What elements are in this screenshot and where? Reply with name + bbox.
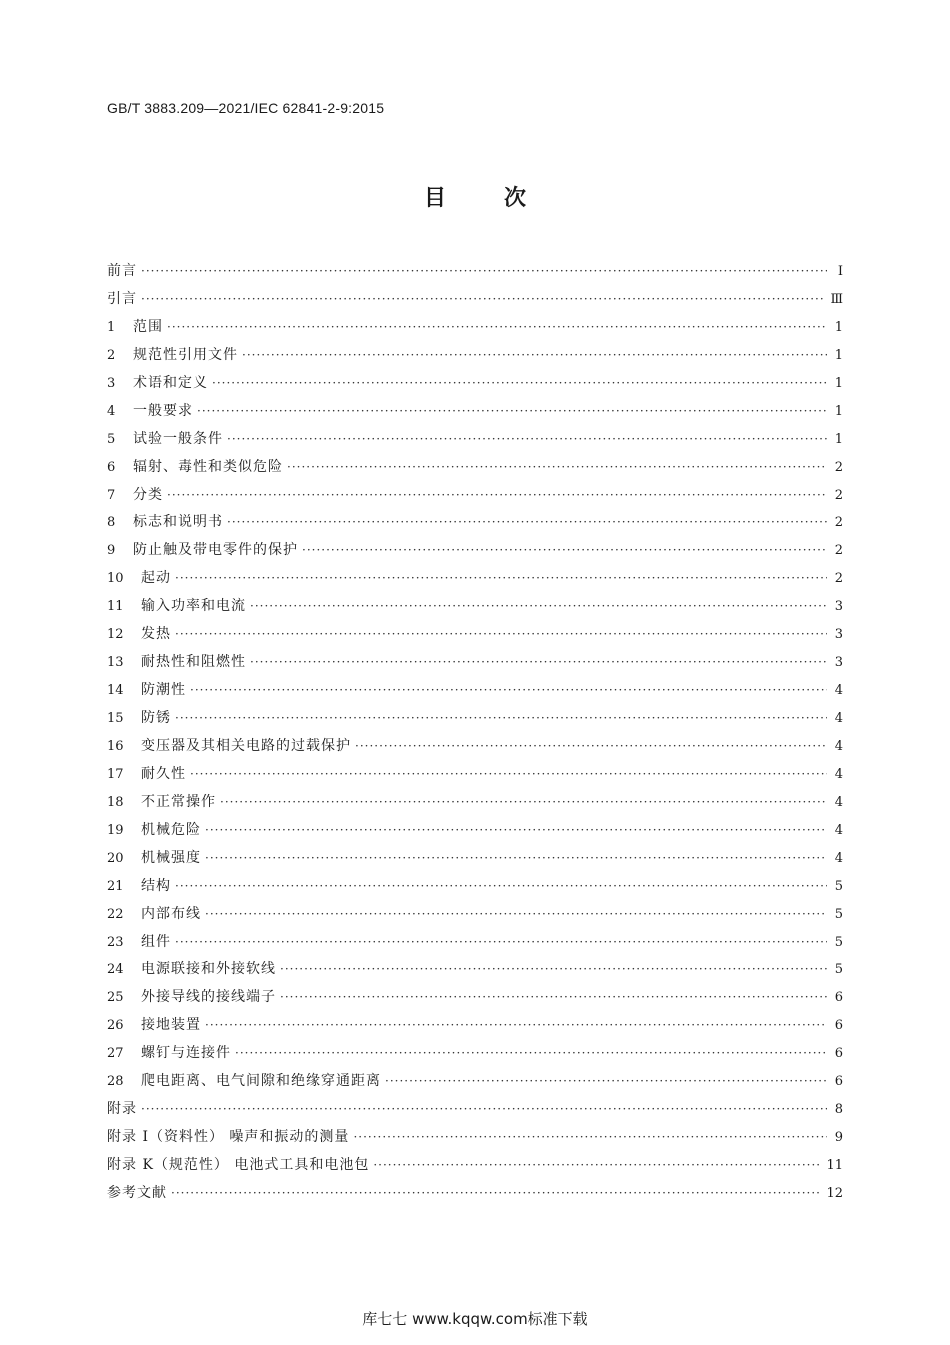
- toc-entry-page: 4: [834, 794, 843, 810]
- toc-entry-label: 螺钉与连接件: [141, 1045, 231, 1062]
- toc-leader-dots: [175, 929, 827, 957]
- toc-entry-label: 不正常操作: [141, 793, 216, 810]
- toc-entry-page: 6: [834, 1074, 843, 1090]
- toc-entry-label: 耐热性和阻燃性: [141, 654, 246, 671]
- toc-leader-dots: [141, 1096, 827, 1124]
- toc-leader-dots: [175, 565, 827, 593]
- toc-entry[interactable]: [107, 593, 843, 621]
- toc-entry-page: 1: [834, 347, 843, 363]
- toc-entry-number: 24: [107, 962, 124, 978]
- toc-entry[interactable]: [107, 426, 843, 454]
- toc-entry[interactable]: [107, 370, 843, 398]
- toc-entry[interactable]: [107, 509, 843, 537]
- toc-entry[interactable]: [107, 537, 843, 565]
- title-part-2: 次: [504, 186, 527, 211]
- toc-leader-dots: [250, 593, 827, 621]
- toc-leader-dots: [227, 509, 827, 537]
- toc-entry-page: 4: [834, 683, 843, 699]
- toc-entry-page: 4: [834, 766, 843, 782]
- toc-entry-label: 耐久性: [141, 765, 186, 782]
- toc-entry[interactable]: [107, 929, 843, 957]
- toc-entry[interactable]: [107, 649, 843, 677]
- toc-entry-number: 7: [107, 487, 116, 503]
- toc-entry[interactable]: [107, 258, 843, 286]
- toc-entry[interactable]: [107, 1152, 843, 1180]
- toc-entry-number: 22: [107, 906, 124, 922]
- toc-leader-dots: [175, 621, 827, 649]
- toc-entry[interactable]: [107, 1124, 843, 1152]
- toc-entry[interactable]: [107, 789, 843, 817]
- toc-entry-number: 9: [107, 543, 116, 559]
- toc-entry-page: 1: [834, 403, 843, 419]
- toc-entry[interactable]: [107, 398, 843, 426]
- toc-entry-page: 1: [834, 319, 843, 335]
- toc-entry-number: 23: [107, 934, 124, 950]
- toc-entry-label: 分类: [133, 486, 163, 503]
- toc-entry-page: 3: [834, 655, 843, 671]
- toc-entry-page: 2: [834, 459, 843, 475]
- toc-entry-page: 4: [834, 850, 843, 866]
- toc-entry-page: 4: [834, 822, 843, 838]
- toc-leader-dots: [373, 1152, 820, 1180]
- toc-entry-label: 附录 K（规范性） 电池式工具和电池包: [107, 1157, 370, 1173]
- toc-entry-number: 1: [107, 319, 116, 335]
- toc-entry-label: 试验一般条件: [133, 430, 223, 447]
- toc-leader-dots: [205, 817, 827, 845]
- toc-entry[interactable]: [107, 956, 843, 984]
- toc-entry[interactable]: [107, 817, 843, 845]
- toc-entry-page: 1: [834, 431, 843, 447]
- toc-leader-dots: [205, 845, 827, 873]
- toc-leader-dots: [227, 426, 827, 454]
- toc-leader-dots: [205, 901, 827, 929]
- toc-entry[interactable]: [107, 286, 843, 314]
- toc-entry-number: 18: [107, 794, 124, 810]
- toc-entry[interactable]: [107, 845, 843, 873]
- toc-entry-label: 机械强度: [141, 849, 201, 866]
- toc-leader-dots: [190, 677, 827, 705]
- toc-leader-dots: [167, 482, 827, 510]
- toc-entry-label: 电源联接和外接软线: [141, 961, 276, 978]
- toc-entry-number: 16: [107, 738, 124, 754]
- toc-entry-page: Ⅲ: [830, 291, 843, 307]
- toc-entry-label: 组件: [141, 933, 171, 950]
- toc-entry-page: 5: [834, 962, 843, 978]
- toc-entry[interactable]: [107, 1096, 843, 1124]
- toc-entry-number: 28: [107, 1074, 124, 1090]
- toc-leader-dots: [242, 342, 827, 370]
- toc-entry-label: 变压器及其相关电路的过载保护: [141, 737, 351, 754]
- toc-entry-page: 2: [834, 543, 843, 559]
- toc-leader-dots: [175, 705, 827, 733]
- toc-entry-label: 引言: [107, 290, 137, 307]
- toc-leader-dots: [280, 956, 827, 984]
- toc-entry-number: 20: [107, 850, 124, 866]
- toc-leader-dots: [250, 649, 827, 677]
- toc-leader-dots: [220, 789, 827, 817]
- toc-entry-page: 5: [834, 934, 843, 950]
- toc-entry[interactable]: [107, 1040, 843, 1068]
- toc-leader-dots: [353, 1124, 827, 1152]
- toc-entry-label: 术语和定义: [133, 374, 208, 391]
- toc-leader-dots: [280, 984, 827, 1012]
- toc-entry-page: Ⅰ: [837, 264, 843, 279]
- toc-entry-label: 标志和说明书: [133, 514, 223, 531]
- toc-entry-page: 8: [834, 1102, 843, 1118]
- toc-entry-page: 4: [834, 738, 843, 754]
- toc-entry-label: 结构: [141, 877, 171, 894]
- toc-entry-label: 防止触及带电零件的保护: [133, 542, 298, 559]
- toc-entry[interactable]: [107, 621, 843, 649]
- toc-entry-number: 13: [107, 655, 124, 671]
- toc-entry-page: 11: [826, 1158, 843, 1173]
- toc-entry-number: 12: [107, 627, 124, 643]
- toc-entry-number: 11: [107, 599, 124, 615]
- toc-entry-page: 2: [834, 571, 843, 587]
- toc-entry[interactable]: [107, 1012, 843, 1040]
- toc-entry[interactable]: [107, 733, 843, 761]
- toc-entry-page: 5: [834, 878, 843, 894]
- toc-entry-number: 17: [107, 766, 124, 782]
- toc-leader-dots: [197, 398, 827, 426]
- toc-entry-number: 10: [107, 571, 124, 587]
- footer-watermark: 库七七 www.kqqw.com标准下载: [362, 1310, 588, 1328]
- toc-entry-number: 21: [107, 878, 124, 894]
- toc-leader-dots: [212, 370, 827, 398]
- toc-entry[interactable]: [107, 677, 843, 705]
- toc-entry-number: 14: [107, 683, 124, 699]
- toc-entry[interactable]: [107, 984, 843, 1012]
- toc-entry-number: 26: [107, 1018, 124, 1034]
- toc-entry-number: 4: [107, 403, 116, 419]
- toc-entry[interactable]: [107, 873, 843, 901]
- toc-entry[interactable]: [107, 1068, 843, 1096]
- toc-entry-number: 15: [107, 711, 124, 726]
- toc-entry-number: 19: [107, 822, 124, 838]
- toc-entry-label: 外接导线的接线端子: [141, 989, 276, 1006]
- toc-entry-page: 2: [834, 487, 843, 503]
- toc-leader-dots: [190, 761, 827, 789]
- toc-leader-dots: [287, 454, 827, 482]
- toc-entry-label: 一般要求: [133, 402, 193, 419]
- toc-entry-page: 3: [834, 599, 843, 615]
- toc-entry[interactable]: [107, 342, 843, 370]
- toc-entry-page: 6: [834, 1046, 843, 1062]
- toc-entry-page: 1: [834, 375, 843, 391]
- toc-entry-number: 6: [107, 459, 116, 475]
- toc-entry-label: 范围: [133, 318, 163, 335]
- table-of-contents: [107, 258, 843, 1208]
- toc-entry-number: 5: [107, 431, 116, 447]
- toc-entry-label: 机械危险: [141, 821, 201, 838]
- toc-entry-label: 接地装置: [141, 1017, 201, 1034]
- toc-entry-number: 8: [107, 515, 116, 531]
- toc-entry-label: 输入功率和电流: [141, 598, 246, 615]
- toc-entry-label: 爬电距离、电气间隙和绝缘穿通距离: [141, 1073, 381, 1090]
- page-title: [0, 181, 950, 212]
- toc-entry-page: 6: [834, 990, 843, 1006]
- toc-leader-dots: [355, 733, 827, 761]
- toc-entry-label: 前言: [107, 263, 137, 279]
- toc-entry-number: 2: [107, 347, 116, 363]
- toc-entry-page: 9: [834, 1130, 843, 1146]
- toc-entry-number: 3: [107, 375, 116, 391]
- toc-entry[interactable]: [107, 482, 843, 510]
- toc-leader-dots: [302, 537, 827, 565]
- standard-number: GB/T 3883.209—2021/IEC 62841-2-9:2015: [107, 100, 385, 116]
- toc-leader-dots: [167, 314, 827, 342]
- toc-entry[interactable]: [107, 1180, 843, 1208]
- toc-entry-page: 12: [826, 1185, 843, 1201]
- toc-entry-page: 4: [834, 711, 843, 726]
- toc-entry[interactable]: [107, 454, 843, 482]
- toc-entry-page: 2: [834, 515, 843, 531]
- toc-leader-dots: [171, 1180, 820, 1208]
- toc-entry-label: 参考文献: [107, 1184, 167, 1201]
- toc-entry-label: 防潮性: [141, 682, 186, 699]
- toc-entry-label: 内部布线: [141, 905, 201, 922]
- toc-entry[interactable]: [107, 705, 843, 733]
- toc-leader-dots: [235, 1040, 827, 1068]
- title-part-1: 目: [423, 186, 446, 211]
- toc-entry[interactable]: [107, 565, 843, 593]
- toc-entry-label: 附录 I（资料性） 噪声和振动的测量: [107, 1129, 350, 1146]
- toc-leader-dots: [175, 873, 827, 901]
- toc-entry[interactable]: [107, 761, 843, 789]
- toc-entry-page: 6: [834, 1018, 843, 1034]
- toc-entry-label: 附录: [107, 1101, 137, 1118]
- toc-entry-label: 规范性引用文件: [133, 346, 238, 363]
- toc-entry-label: 防锈: [141, 710, 171, 726]
- toc-entry-number: 27: [107, 1046, 124, 1062]
- toc-entry-number: 25: [107, 990, 124, 1006]
- toc-entry[interactable]: [107, 314, 843, 342]
- toc-entry-page: 3: [834, 627, 843, 643]
- toc-entry-label: 发热: [141, 626, 171, 643]
- toc-leader-dots: [385, 1068, 827, 1096]
- toc-entry-label: 起动: [141, 570, 171, 587]
- toc-entry-label: 辐射、毒性和类似危险: [133, 458, 283, 475]
- toc-leader-dots: [205, 1012, 827, 1040]
- toc-leader-dots: [141, 258, 827, 286]
- toc-leader-dots: [141, 286, 824, 314]
- toc-entry-page: 5: [834, 906, 843, 922]
- toc-entry[interactable]: [107, 901, 843, 929]
